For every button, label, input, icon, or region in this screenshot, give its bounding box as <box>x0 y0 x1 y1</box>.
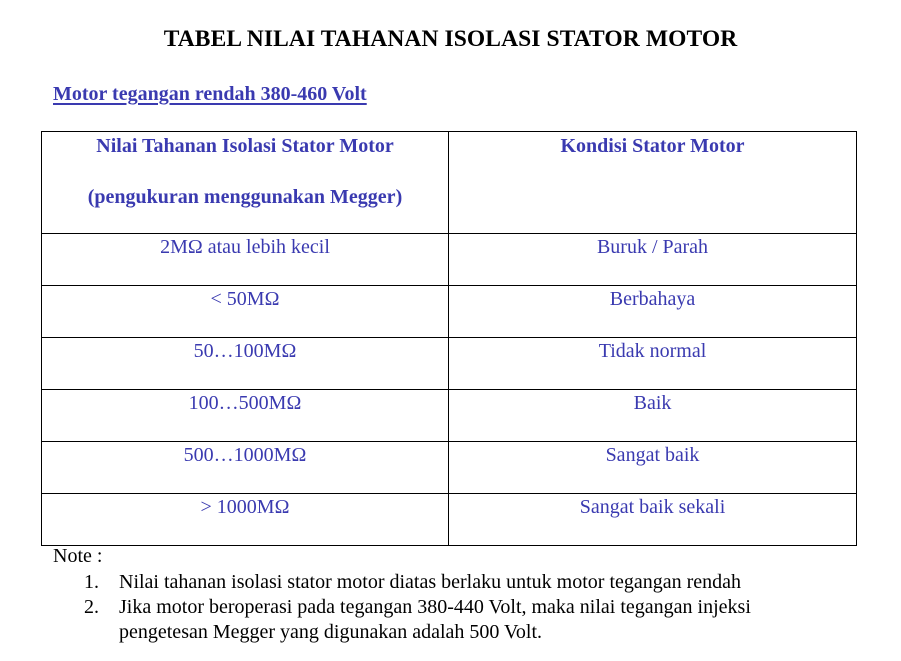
header-cell-condition <box>449 132 857 234</box>
table-row <box>42 286 857 338</box>
note-label: Note : <box>53 545 103 567</box>
condition-cell: Baik <box>449 390 857 442</box>
notes-list <box>84 570 844 645</box>
resistance-cell: 50…100MΩ <box>42 338 449 390</box>
resistance-cell: 500…1000MΩ <box>42 442 449 494</box>
resistance-cell: < 50MΩ <box>42 286 449 338</box>
table-row <box>42 338 857 390</box>
table-row <box>42 390 857 442</box>
condition-cell: Sangat baik sekali <box>449 494 857 546</box>
condition-cell: Berbahaya <box>449 286 857 338</box>
table-row <box>42 442 857 494</box>
condition-cell: Buruk / Parah <box>449 234 857 286</box>
document-title: TABEL NILAI TAHANAN ISOLASI STATOR MOTOR <box>163 26 738 52</box>
table-row <box>42 234 857 286</box>
insulation-resistance-table <box>41 131 857 546</box>
header-resistance-line1: Nilai Tahanan Isolasi Stator Motor <box>96 135 394 157</box>
resistance-cell: 100…500MΩ <box>42 390 449 442</box>
note-text: Nilai tahanan isolasi stator motor diatas berlaku untuk motor tegangan rendah <box>119 571 742 593</box>
note-number: 2. <box>84 596 99 618</box>
condition-cell: Sangat baik <box>449 442 857 494</box>
table-header-row <box>42 132 857 234</box>
note-item <box>84 570 844 595</box>
resistance-cell: 2MΩ atau lebih kecil <box>42 234 449 286</box>
header-resistance-line2: (pengukuran menggunakan Megger) <box>87 186 403 208</box>
section-subtitle: Motor tegangan rendah 380-460 Volt <box>53 83 367 105</box>
note-item <box>84 595 844 645</box>
header-condition-line1: Kondisi Stator Motor <box>560 135 745 157</box>
condition-cell: Tidak normal <box>449 338 857 390</box>
table-row <box>42 494 857 546</box>
header-cell-resistance <box>42 132 449 234</box>
note-number: 1. <box>84 571 99 593</box>
note-text: Jika motor beroperasi pada tegangan 380-440 Volt, maka nilai tegangan injeksi pengetesan Megger yang digunakan adalah 500 Volt. <box>119 596 751 643</box>
resistance-cell: > 1000MΩ <box>42 494 449 546</box>
